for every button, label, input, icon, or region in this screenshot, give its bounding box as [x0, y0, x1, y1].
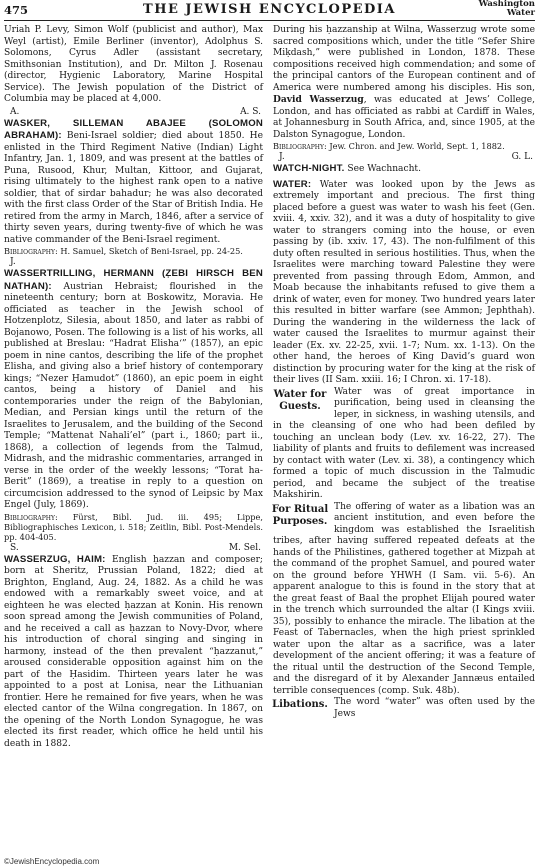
page-number: 475 — [4, 3, 29, 17]
article-body: Water was of great importance in purification, being used in cleansing the leper, in sickness, in washing utensils, and in the cleansing of one who had been defiled by touching an unclean body (Lev. xv. 16-22, 27). The liability of plants and fruits to defilement was increased by contact with water (Lev. xi. 38), a contingency which formed a topic of much discussion in the Talmudic period, and became the subject of the treatise Makshirin. — [273, 386, 535, 500]
person-name: David Wasserzug — [273, 94, 364, 105]
signature-line — [4, 256, 263, 268]
paragraph-text: During his ḥazzanship at Wilna, Wasserzug wrote some sacred compositions which, under the title “Sefer Shire Miḳdash,” were published in London, 1878. These compositions received high commendation; and some of the principal cantors of the European continent and of America were numbered among his disciples. His son, — [273, 25, 535, 93]
footer-watermark: ©JewishEncyclopedia.com — [4, 857, 100, 866]
intro-paragraph: Uriah P. Levy, Simon Wolf (publicist and author), Max Weyl (artist), Emile Berliner (inventor), Adolphus S. Solomons, Cyrus Adler (assistant secretary, Smithsonian Institution), and Dr. Milton J. Rosenau (director, Hygienic Laboratory, Marine Hospital Service). The Jewish population of the District of Columbia may be placed at 4,000. — [4, 25, 263, 104]
article-body: The word “water” was often used by the Jews — [334, 697, 535, 719]
article-heading: WASSERZUG, HAIM: — [4, 553, 106, 565]
signature-left: A. — [10, 106, 20, 117]
signature-left: J. — [10, 257, 16, 267]
running-head-line1: Washington — [478, 0, 535, 9]
signature-left: J. — [279, 152, 285, 162]
bibliography-label: Bibliography — [4, 246, 55, 256]
side-heading: For Ritual Purposes. — [271, 503, 329, 527]
signature-left: S. — [10, 542, 19, 553]
article-body: Water was looked upon by the Jews as extremely important and precious. The first thing placed before a guest was water to wash his feet (Gen. xviii. 4, xxiv. 32), and it was a duty of hospitality to give water to strangers coming into the house, or even passing by (ib. xxiv. 17, 43). The non-fulfilment of this duty often resulted in serious hostilities. Thus, when the Israelites were marching toward Palestine they were prevented from passing through Edom, Ammon, and Moab because the inhabitants refused to give them a drink of water, even for money. Two hundred years later this resulted in bitter warfare (see Ammon; Jephthah). During the wandering in the wilderness the lack of water caused the Israelites to murmur against their leader (Ex. xv. 22-25, xvii. 1-7; Num. xx. 1-13). On the other hand, the heroes of King David’s guard won distinction by procuring water for the king at the risk of their lives (II Sam. xxiii. 16; I Chron. xi. 17-18). — [273, 179, 535, 385]
article-body: English ḥazzan and composer; born at Sheritz, Prussian Poland, 1822; died at Brighton, England, Aug. 24, 1882. As a child he was endowed with a remarkably sweet voice, and at eighteen he was elected ḥazzan at Konin. His renown soon spread among the Jewish communities of Poland, and he received a call as ḥazzan to Novy-Dvor, where his introduction of choral singing and singing in harmony, instead of the then prevalent “ḥazzanut,” aroused considerable opposition against him on the part of the Ḥasidim. Thirteen years later he was appointed to a post at Lonisa, near the Lithuanian frontier. Here he remained for five years, when he was elected cantor of the Wilna congregation. In 1867, on the opening of the North London Synagogue, he was elected its first reader, which office he held until his death in 1882. — [4, 554, 263, 749]
article-heading: WASKER, SILLEMAN ABAJEE (SOLOMON ABRAHAM): — [4, 117, 263, 141]
wasserzug-continued — [273, 25, 535, 141]
article-body: The offering of water as a libation was an ancient institution, and even before the kingdom was established the Israelitish tribes, after having suffered repeated defeats at the hands of the Philistines, gathered together at Mizpah at the command of the prophet Samuel, and poured water on the ground before YHWH (I Sam. vii. 5-6). An apparent analogue to this is found in the story that at the great feast of Baal the prophet Elijah poured water in the trench which surrounded the altar (I Kings xviii. 35), possibly to enhance the miracle. The libation at the Feast of Tabernacles, when the high priest sprinkled water upon the altar as a sacrifice, was a later development of the ancient offering; it was a feature of the ritual until the destruction of the Second Temple, and the disregard of it by Alexander Jannæus entailed terrible consequences (comp. Suk. 48b). — [273, 501, 535, 696]
page-title: THE JEWISH ENCYCLOPEDIA — [143, 2, 396, 17]
signature-line — [273, 151, 535, 163]
article-wassertrilling — [4, 268, 263, 512]
article-wasserzug — [4, 554, 263, 751]
bibliography-text: : Fürst, Bibl. Jud. iii. 495; Lippe, Bibliographisches Lexicon, i. 518; Zeitlin, Bibl. Post-Mendels. pp. 404-405. — [4, 511, 263, 542]
side-heading: Water for Guests. — [273, 388, 327, 412]
signature-right: A. S. — [240, 106, 261, 117]
header-rule — [4, 20, 535, 21]
right-column — [273, 25, 535, 720]
bibliography-label: Bibliography — [273, 141, 324, 151]
paragraph-text: , was educated at Jews’ College, London, and has officiated as rabbi at Cardiff in Wales, at Johannesburg in South Africa, and, since 1905, at the Dalston Synagogue, London. — [273, 95, 535, 140]
bibliography-text: : H. Samuel, Sketch of Beni-Israel, pp. 24-25. — [54, 246, 243, 256]
running-head-line2: Water — [506, 8, 535, 18]
signature-line — [4, 106, 263, 118]
article-heading: WATCH-NIGHT. — [273, 163, 345, 174]
bibliography-text: : Jew. Chron. and Jew. World, Sept. 1, 1882. — [323, 141, 505, 151]
bibliography — [4, 512, 263, 542]
running-head — [479, 0, 535, 18]
article-wasker — [4, 118, 263, 247]
article-water — [273, 179, 535, 387]
side-heading: Libations. — [272, 699, 328, 710]
signature-line — [4, 542, 263, 554]
article-body: Beni-Israel soldier; died about 1850. He enlisted in the Third Regiment Native (Indian) Light Infantry, Jan. 1, 1809, and was present at the battles of Puna, Rusood, Khur, Multan, Kittoor, and Gujarat, rising ultimately to the highest rank open to a native soldier, that of sirdar bahadur; he was also decorated with the first class Order of the Star of British India. He retired from the army in March, 1846, after a service of thirty seven years, during twenty-five of which he was native commander of the Beni-Israel regiment. — [4, 131, 263, 245]
left-column — [4, 25, 263, 750]
article-heading: WATER: — [273, 178, 312, 190]
signature-right: G. L. — [511, 152, 533, 162]
bibliography-label: Bibliography — [4, 511, 55, 522]
cross-reference: See Wachnacht. — [344, 164, 421, 174]
article-watch-night — [273, 163, 535, 176]
page-header — [4, 0, 535, 20]
signature-right: M. Sel. — [228, 542, 261, 553]
bibliography — [4, 246, 263, 256]
article-heading: WASSERTRILLING, HERMANN (ẒEBI HIRSCH BEN NATHAN): — [4, 268, 263, 292]
article-body: Austrian Hebraist; flourished in the nineteenth century; born at Boskowitz, Moravia. He officiated as teacher in the Jewish school of Hotzenplotz, Silesia, about 1850, and later as rabbi of Bojanowo, Posen. The following is a list of his works, all published at Breslau: “Hadrat Elisha‘” (1857), an epic poem in nine cantos, describing the life of the prophet Elisha, and giving also a brief history of contemporary kings; “Nezer Ḥamudot” (1860), an epic poem in eight cantos, being a history of Daniel and his contemporaries under the reign of the Babylonian, Median, and Persian kings until the return of the Israelites to Jerusalem, and the building of the Second Temple; “Mattenat Nahali’el” (part i., 1860; part ii., 1868), a collection of legends from the Talmud, Midrash, and the midrashic commentaries, arranged in verse in the order of the weekly lessons; “Torat ha-Berit” (1869), a treatise in reply to a question on circumcision addressed to the synod of Leipsic by Max Engel (July, 1869). — [4, 281, 263, 510]
bibliography — [273, 141, 535, 151]
